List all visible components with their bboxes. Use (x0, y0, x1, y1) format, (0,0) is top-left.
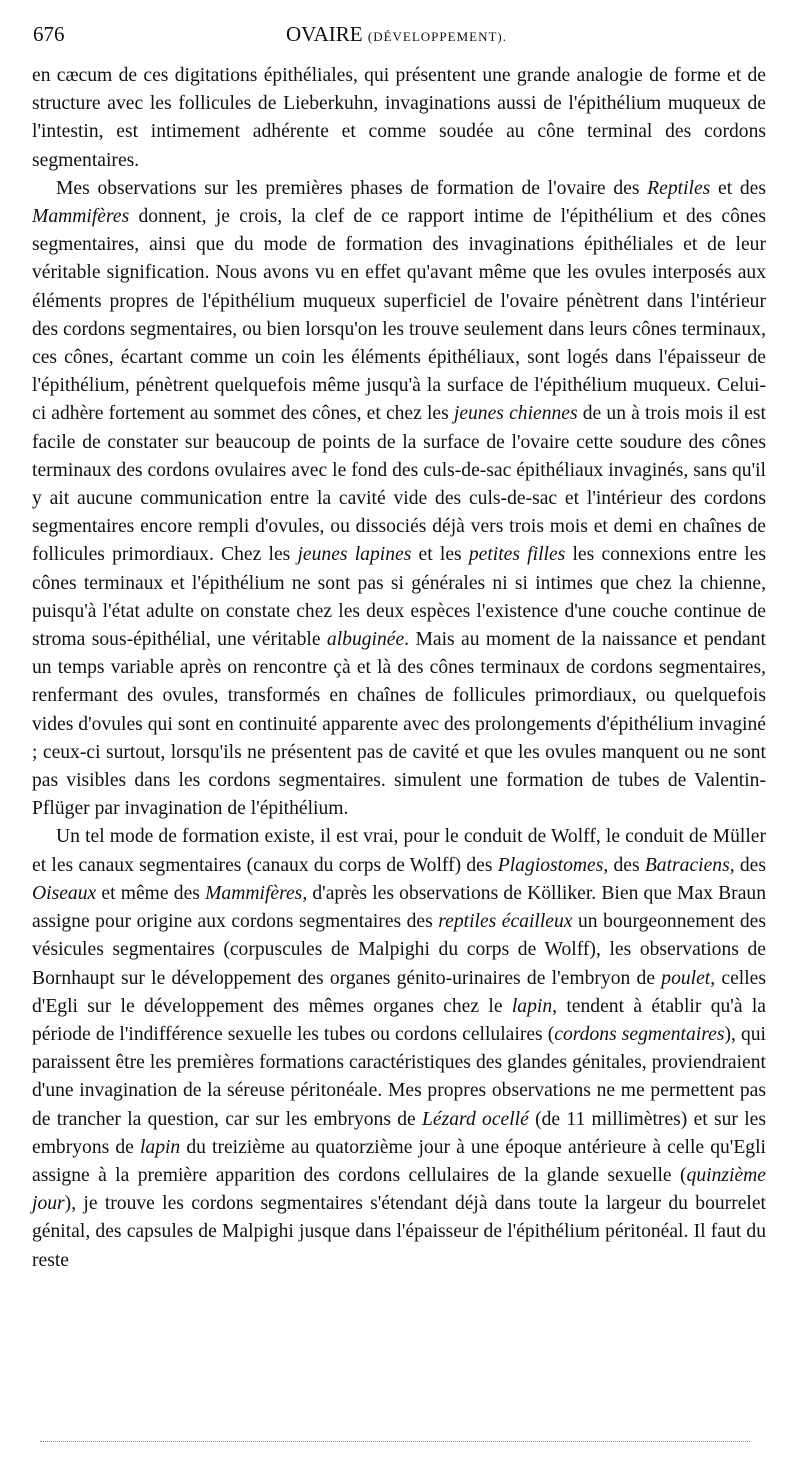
page-number: 676 (33, 22, 65, 46)
italic-term: lapin (139, 1136, 181, 1158)
text-run: , des (603, 854, 645, 876)
paragraph (32, 175, 766, 824)
italic-term: albuginée (326, 629, 405, 651)
italic-term: reptiles écailleux (438, 911, 573, 933)
italic-term: quinzième jour (32, 1164, 766, 1215)
bottom-rule (40, 1441, 750, 1443)
text-run: un bourgeonnement des vésicules segmentaires (corpuscules de Malpighi du corps de Wolff), les observations de Bornhaupt sur le développement des organes génito-urinaires de l'embryon de (32, 911, 766, 989)
text-run: Mes observations sur les premières phases de formation de l'ovaire des (56, 177, 648, 199)
text-run: et même des (96, 882, 206, 904)
italic-term: Lézard ocellé (422, 1108, 529, 1130)
text-run: , des (729, 854, 766, 876)
text-run: (de 11 millimètres) et sur les embryons de (32, 1108, 766, 1158)
text-run: ), je trouve les cordons segmentaires s'étendant déjà dans toute la largeur du bourrelet génital, des capsules de Malpighi jusque dans l'épaisseur de l'épithélium péritonéal. Il faut du reste (32, 1193, 766, 1271)
running-title-sub: (DÉVELOPPEMENT). (367, 29, 507, 44)
italic-term: jeunes chiennes (453, 403, 578, 425)
italic-term: Plagiostomes (497, 854, 604, 876)
italic-term: cordons segmentaires (554, 1023, 725, 1045)
running-header (33, 22, 760, 52)
running-title (33, 22, 760, 47)
text-run: les connexions entre les cônes terminaux et l'épithélium ne sont pas si générales ni si intimes que chez la chienne, puisqu'à l'état adulte on constate chez les deux espèces l'existence d'une couche continue de stroma sous-épithélial, une véritable (32, 544, 767, 651)
italic-term: poulet (661, 967, 711, 989)
italic-term: lapin (511, 995, 553, 1017)
paragraph (32, 62, 766, 175)
text-run: . Mais au moment de la naissance et pendant un temps variable après on rencontre çà et là des cônes terminaux de cordons segmentaires, renfermant des ovules, transformés en chaînes de follicules primordiaux, ou quelquefois vides d'ovules qui sont en continuité apparente avec des prolongements d'épithélium invaginé ; ceux-ci surtout, lorsqu'ils ne présentent pas de cavité et que les ovules manquent ou ne sont pas visibles dans les cordons segmentaires. simulent une formation de tubes de Valentin-Pflüger par invagination de l'épithélium. (32, 629, 766, 820)
text-run: , tendent à établir qu'à la période de l'indifférence sexuelle les tubes ou cordons cellulaires ( (32, 995, 766, 1045)
text-run: de un à trois mois il est facile de constater sur beaucoup de points de la surface de l'ovaire cette soudure des cônes terminaux des cordons ovulaires avec le fond des culs-de-sac épithéliaux invaginés, sans qu'il y ait aucune communication entre la cavité vide des culs-de-sac et l'intérieur des cordons segmentaires encore rempli d'ovules, ou dissociés déjà vers trois mois et demi en chaînes de follicules primordiaux. Chez les (32, 403, 766, 566)
text-run: , celles d'Egli sur le développement des mêmes organes chez le (32, 967, 766, 1017)
text-run: , d'après les observations de Kölliker. Bien que Max Braun assigne pour origine aux cordons segmentaires des (32, 882, 766, 933)
text-run: donnent, je crois, la clef de ce rapport intime de l'épithélium et des cônes segmentaires, ainsi que du mode de formation des invaginations épithéliales et de leur véritable signification. Nous avons vu en effet qu'avant même que les ovules interposés aux éléments propres de l'épithélium muqueux superficiel de l'ovaire pénètrent dans l'intérieur des cordons segmentaires, ou bien lorsqu'on les trouve seulement dans leurs cônes terminaux, ces cônes, écartant comme un coin les éléments épithéliaux, sont logés dans l'épaisseur de l'épithélium, pénètrent quelquefois même jusqu'à la surface de l'épithélium muqueux. Celui-ci adhère fortement au sommet des cônes, et chez les (32, 206, 766, 425)
text-run: et des (710, 177, 766, 199)
italic-term: Reptiles (647, 177, 711, 199)
running-title-main: OVAIRE (285, 22, 363, 46)
italic-term: Mammifères (205, 882, 303, 904)
italic-term: Mammifères (32, 206, 130, 228)
text-run: en cæcum de ces digitations épithéliales, qui présentent une grande analogie de forme et de structure avec les follicules de Lieberkuhn, invaginations aussi de l'épithélium muqueux de l'intestin, est intimement adhérente et comme soudée au cône terminal des cordons segmentaires. (32, 65, 766, 171)
text-run: Un tel mode de formation existe, il est vrai, pour le conduit de Wolff, le conduit de Müller et les canaux segmentaires (canaux du corps de Wolff) des (32, 826, 766, 876)
text-run: et les (411, 544, 469, 566)
italic-term: Oiseaux (32, 882, 97, 904)
paragraph (32, 823, 766, 1274)
text-run: du treizième au quatorzième jour à une époque antérieure à celle qu'Egli assigne à la première apparition des cordons cellulaires de la glande sexuelle ( (32, 1136, 766, 1186)
italic-term: jeunes lapines (297, 544, 412, 566)
italic-term: petites filles (468, 544, 566, 566)
text-run: ), qui paraissent être les premières formations caractéristiques des glandes génitales, proviendraient d'une invagination de la séreuse péritonéale. Mes propres observations ne me permettent pas de trancher la question, car sur les embryons de (32, 1023, 767, 1130)
body-text (32, 62, 766, 1275)
italic-term: Batraciens (644, 854, 730, 876)
